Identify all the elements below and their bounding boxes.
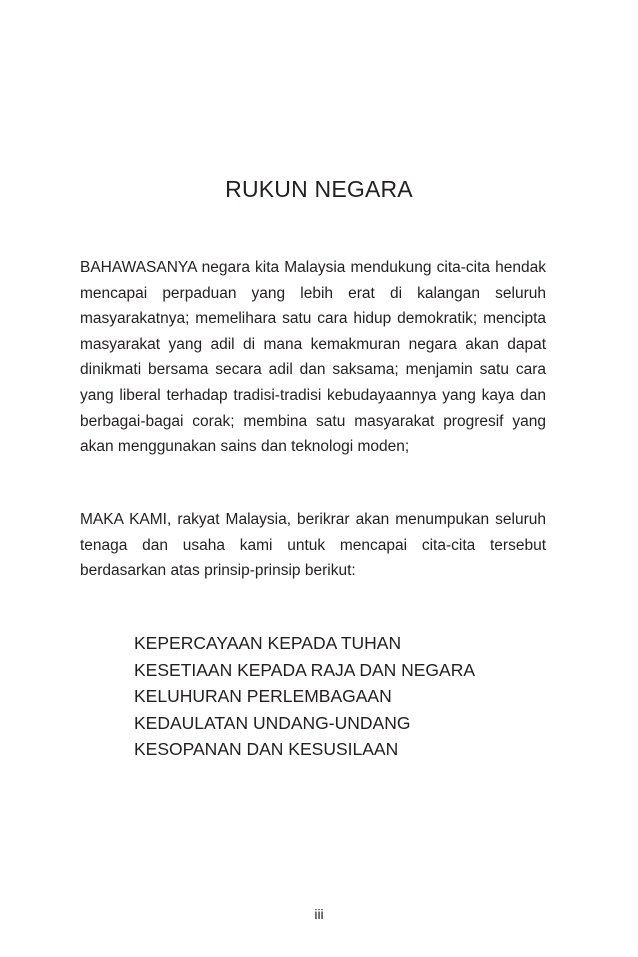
declaration-text: rakyat Malaysia, berikrar akan menumpukan seluruh tenaga dan usaha kami untuk mencapai cita-cita tersebut berdasarkan atas prinsip-prinsip berikut: <box>80 511 546 580</box>
principle-item: KESOPANAN DAN KESUSILAAN <box>134 739 399 759</box>
principle-item: KELUHURAN PERLEMBAGAAN <box>134 686 392 706</box>
declaration-lead: MAKA KAMI, <box>80 511 172 528</box>
preamble-text: negara kita Malaysia mendukung cita-cita hendak mencapai perpaduan yang lebih erat di kalangan seluruh masyarakatnya; memelihara satu cara hidup demokratik; mencipta masyarakat yang adil di mana kemakmuran negara akan dapat dinikmati bersama secara adil dan saksama; menjamin satu cara yang liberal terhadap tradisi-tradisi kebudayaannya yang kaya dan berbagai-bagai corak; membina satu masyarakat progresif yang akan menggunakan sains dan teknologi moden; <box>80 259 546 456</box>
document-title: RUKUN NEGARA <box>225 176 413 202</box>
principle-item: KESETIAAN KEPADA RAJA DAN NEGARA <box>134 659 476 680</box>
preamble-lead: BAHAWASANYA <box>80 259 197 276</box>
principle-item: KEDAULATAN UNDANG-UNDANG <box>134 712 411 733</box>
page-number: iii <box>314 906 324 922</box>
declaration-paragraph <box>80 507 546 584</box>
principles-list <box>134 630 475 763</box>
preamble-paragraph <box>80 255 546 460</box>
principle-item: KEPERCAYAAN KEPADA TUHAN <box>134 633 402 653</box>
